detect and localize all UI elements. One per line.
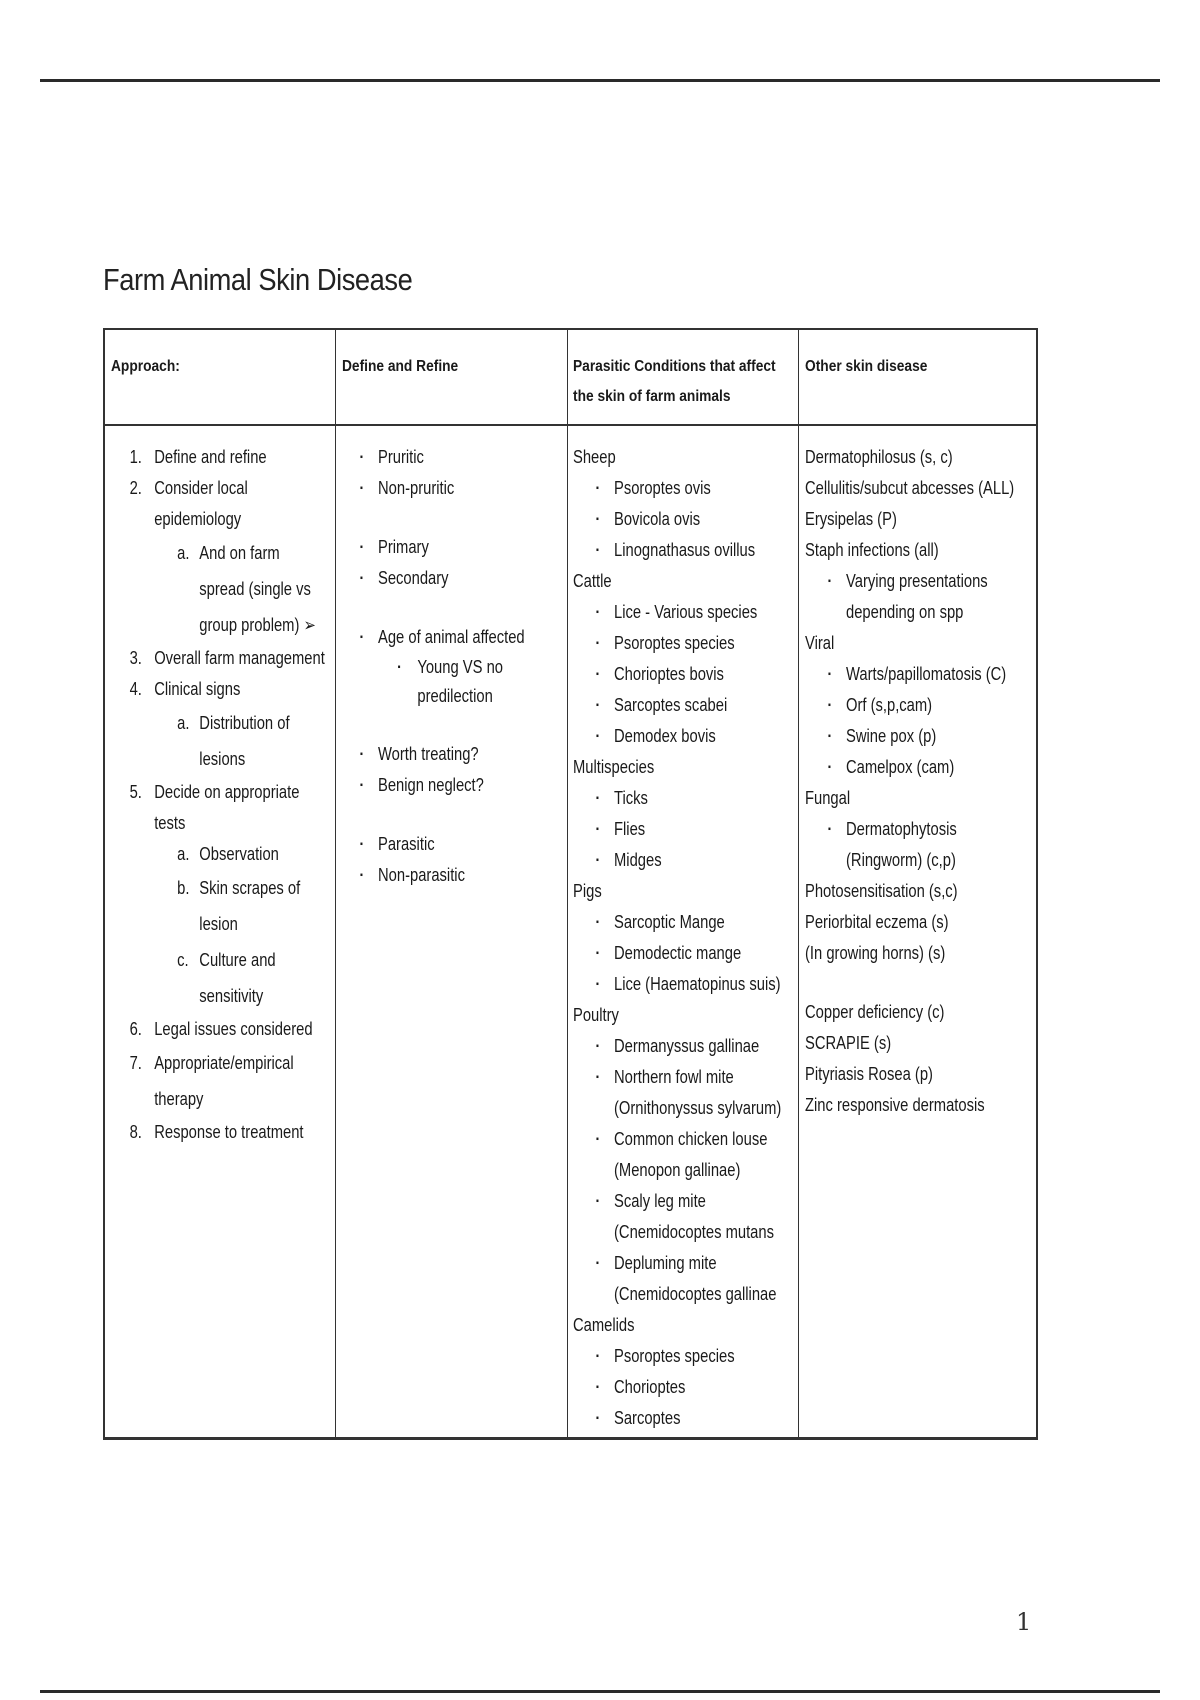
list-item: ▪ Varying presentations depending on spp: [805, 566, 1035, 628]
list-item: Copper deficiency (c): [805, 1002, 945, 1022]
list-item: ▪ Midges: [573, 845, 794, 876]
list-item: ▪ Sarcoptic Mange: [573, 907, 794, 938]
list-item: ▪ Worth treating?: [337, 739, 563, 770]
list-item: Cellulitis/subcut abcesses (ALL): [805, 478, 1015, 498]
list-item: ▪ Benign neglect?: [337, 770, 563, 801]
list-item: ▪ Ticks: [573, 783, 794, 814]
list-item: ▪ Lice - Various species: [573, 597, 794, 628]
list-item: ▪ Flies: [573, 814, 794, 845]
page-number: 1: [1016, 1608, 1032, 1636]
list-item: 4. Clinical signs: [129, 679, 241, 699]
list-item: c. Culture and sensitivity: [177, 950, 276, 1006]
list-item: ▪ Chorioptes: [573, 1372, 794, 1403]
list-item: ▪ Depluming mite (Cnemidocoptes gallinae: [573, 1248, 794, 1310]
list-item: ▪ Parasitic: [337, 829, 563, 860]
define-refine-column: [337, 442, 563, 891]
group-heading: Viral: [805, 633, 835, 653]
list-item: Pityriasis Rosea (p): [805, 1064, 933, 1084]
column-divider: [567, 330, 568, 1437]
list-item: 6. Legal issues considered: [129, 1019, 313, 1039]
list-item: Staph infections (all): [805, 540, 939, 560]
list-item: ▪ Psoroptes ovis: [573, 473, 794, 504]
list-item: ▪ Sarcoptes scabei: [573, 690, 794, 721]
list-item: SCRAPIE (s): [805, 1033, 892, 1053]
list-item: a. And on farm spread (single vs group problem) ➢: [177, 543, 316, 635]
group-heading: Multispecies: [573, 757, 655, 777]
list-item: ▪ Lice (Haematopinus suis): [573, 969, 794, 1000]
header-approach: Approach:: [111, 358, 180, 375]
list-item: a. Observation: [177, 844, 279, 864]
list-item: ▪ Demodectic mange: [573, 938, 794, 969]
list-item: ▪ Age of animal affected: [337, 622, 563, 653]
header-other: Other skin disease: [805, 358, 928, 375]
list-item: ▪ Psoroptes species: [573, 628, 794, 659]
list-item: ▪ Pruritic: [337, 442, 563, 473]
list-item: ▪ Common chicken louse (Menopon gallinae): [573, 1124, 794, 1186]
parasitic-column: [573, 442, 794, 1434]
skin-disease-table: [103, 328, 1038, 1440]
bottom-rule: [40, 1690, 1160, 1693]
list-item: ▪ Sarcoptes: [573, 1403, 794, 1434]
other-disease-column: [805, 442, 1035, 1121]
list-item: 3. Overall farm management: [129, 648, 325, 668]
group-heading: Fungal: [805, 788, 851, 808]
list-item: 1. Define and refine: [129, 447, 267, 467]
list-item: Dermatophilosus (s, c): [805, 447, 953, 467]
header-divider: [105, 424, 1036, 426]
list-item: ▪ Non-parasitic: [337, 860, 563, 891]
list-item: b. Skin scrapes of lesion: [177, 878, 301, 934]
list-item: Photosensitisation (s,c): [805, 881, 958, 901]
list-item: 7. Appropriate/empirical therapy: [129, 1053, 294, 1109]
list-item: ▪ Northern fowl mite (Ornithonyssus sylvarum): [573, 1062, 794, 1124]
list-item: ▪ Secondary: [337, 563, 563, 594]
list-item: ▪ Warts/papillomatosis (C): [805, 659, 1035, 690]
list-item: Zinc responsive dermatosis: [805, 1095, 985, 1115]
group-heading: Camelids: [573, 1315, 635, 1335]
list-item: ▪ Non-pruritic: [337, 473, 563, 504]
list-item: ▪ Bovicola ovis: [573, 504, 794, 535]
group-heading: Sheep: [573, 447, 616, 467]
column-divider: [335, 330, 336, 1437]
page-title: Farm Animal Skin Disease: [103, 262, 413, 297]
list-item: ▪ Dermatophytosis (Ringworm) (c,p): [805, 814, 1035, 876]
header-parasitic: Parasitic Conditions that affect the skin of farm animals: [573, 358, 776, 405]
group-heading: Pigs: [573, 881, 602, 901]
list-item: 5. Decide on appropriate tests: [129, 782, 300, 833]
list-item: 8. Response to treatment: [129, 1122, 304, 1142]
list-item: ▪ Primary: [337, 532, 563, 563]
list-item: ▪ Psoroptes species: [573, 1341, 794, 1372]
list-item: ▪ Camelpox (cam): [805, 752, 1035, 783]
list-item: ▪ Swine pox (p): [805, 721, 1035, 752]
list-item: Periorbital eczema (s): [805, 912, 949, 932]
list-item: ▪ Scaly leg mite (Cnemidocoptes mutans: [573, 1186, 794, 1248]
list-item: ▪ Chorioptes bovis: [573, 659, 794, 690]
list-item: (In growing horns) (s): [805, 943, 946, 963]
group-heading: Cattle: [573, 571, 612, 591]
list-item: 2. Consider local epidemiology: [129, 478, 248, 529]
top-rule: [40, 79, 1160, 82]
list-item: ▪ Orf (s,p,cam): [805, 690, 1035, 721]
header-define-refine: Define and Refine: [342, 358, 459, 375]
list-item: Erysipelas (P): [805, 509, 897, 529]
list-item: ▪ Demodex bovis: [573, 721, 794, 752]
approach-column: [105, 442, 326, 1148]
list-item: ▪ Dermanyssus gallinae: [573, 1031, 794, 1062]
list-item: a. Distribution of lesions: [177, 713, 290, 769]
list-item: ▪ Linognathasus ovillus: [573, 535, 794, 566]
column-divider: [798, 330, 799, 1437]
list-item: ▪ Young VS no predilection: [337, 653, 563, 711]
group-heading: Poultry: [573, 1005, 619, 1025]
